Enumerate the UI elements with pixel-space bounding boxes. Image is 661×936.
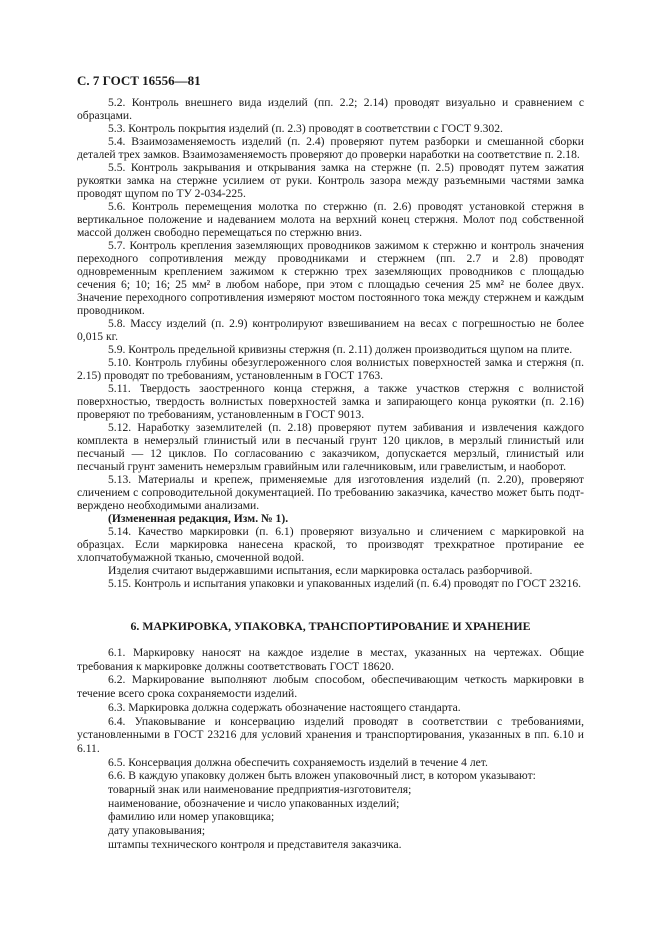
paragraph-6-3: 6.3. Маркировка должна содержать обозначение настоящего стандарта. [108,700,461,714]
paragraph-5-4: 5.4. Взаимозаменяемость изделий (п. 2.4) проверяют путем разборки и смешанной сборки деталей трех замков. Взаимозаменяемость проверяют до проверки наработки на соответствие п. 2.18. [77,135,584,161]
page-header: С. 7 ГОСТ 16556—81 [77,73,201,88]
paragraph-5-6: 5.6. Контроль перемещения молотка по стержню (п. 2.6) проводят установкой стержня в вертикальное положение и надеванием молота на верхний конец стержня. Молот под собственной массой должен свободно перемещаться по стержню вниз. [77,200,584,239]
paragraph-6-6: 6.6. В каждую упаковку должен быть вложен упаковочный лист, в котором указывают: [108,769,536,783]
paragraph-5-10: 5.10. Контроль глубины обезуглероженного слоя волнистых поверхностей замка и стержня (п. 2.15) проводят по требованиям, установленным в ГОСТ 1763. [77,356,584,382]
paragraph-6-5: 6.5. Консервация должна обеспечить сохраняемость изделий в течение 4 лет. [108,755,488,769]
paragraph-5-15: 5.15. Контроль и испытания упаковки и упакованных изделий (п. 6.4) проводят по ГОСТ 23216. [108,577,582,590]
paragraph-6-4: 6.4. Упаковывание и консервацию изделий проводят в соответствии с требованиями, установленными в ГОСТ 23216 для условий хранения и транспортирования, указанных в пп. 6.10 и 6.11. [77,714,584,755]
paragraph-5-12: 5.12. Наработку заземлителей (п. 2.18) проверяют путем забивания и извлечения каждого комплекта в немерзлый глинистый или в песчаный грунт 120 циклов, в мерзлый глинистый или песчаный — 12 циклов. По согласованию с заказчиком, допускается мерзлый, глинистый или песчаный грунт заменить немерзлым гравийным или галечниковым, или гравелистым, и наоборот. [77,421,584,473]
list-item: фамилию или номер упаковщика; [108,810,275,824]
list-item: товарный знак или наименование предприятия-изготовителя; [108,783,412,797]
paragraph-5-9: 5.9. Контроль предельной кривизны стержня (п. 2.11) должен производиться щупом на плите. [108,343,573,356]
list-item: штампы технического контроля и представителя заказчика. [108,837,402,851]
paragraph-5-2: 5.2. Контроль внешнего вида изделий (пп. 2.2; 2.14) проводят визуально и сравнением с образцами. [77,96,584,122]
paragraph-5-7: 5.7. Контроль крепления заземляющих проводников зажимом к стержню и контроль значения переходного сопротивления между проводниками и стержнем (пп. 2.7 и 2.8) проводят одновременным креплением зажимом к стержню трех заземляющих проводников с площадью сечения 6; 10; 16; 25 мм² в любом наборе, при этом с площадью сечения 25 мм² не более двух. Значение переходного сопротивления измеряют мостом постоянного тока между стержнем и каждым проводником. [77,239,584,317]
paragraph-5-14-note: Изделия считают выдержавшими испытания, если маркировка осталась разборчивой. [108,564,533,577]
paragraph-5-13: 5.13. Материалы и крепеж, применяемые для изготовления изделий (п. 2.20), проверяют сличением с сопроводительной документацией. По требованию заказчика, качество может быть подт- верждено необходимыми анализами. [77,473,584,512]
list-item: дату упаковывания; [108,824,206,838]
amendment-note: (Измененная редакция, Изм. № 1). [108,512,289,525]
section-6-heading: 6. МАРКИРОВКА, УПАКОВКА, ТРАНСПОРТИРОВАНИЕ И ХРАНЕНИЕ [130,619,531,633]
paragraph-5-3: 5.3. Контроль покрытия изделий (п. 2.3) проводят в соответствии с ГОСТ 9.302. [108,122,503,135]
section-5 [77,96,584,590]
list-item: наименование, обозначение и число упакованных изделий; [108,796,400,810]
paragraph-5-14: 5.14. Качество маркировки (п. 6.1) проверяют визуально и сличением с маркировкой на образцах. Если маркировка нанесена краской, то производят трехкратное протирание ее хлопчатобумажной тканью, смоченной водой. [77,525,584,564]
paragraph-5-11: 5.11. Твердость заостренного конца стержня, а также участков стержня с волнистой поверхностью, твердость волнистых поверхностей замка и запирающего конца рукоятки (п. 2.16) проверяют по требованиям, установленным в ГОСТ 9013. [77,382,584,421]
section-6 [77,618,584,852]
paragraph-5-5: 5.5. Контроль закрывания и открывания замка на стержне (п. 2.5) проводят путем зажатия рукоятки замка на стержне усилием от руки. Контроль зазора между разъемными частями замка проводят щупом по ТУ 2-034-225. [77,161,584,200]
paragraph-6-2: 6.2. Маркирование выполняют любым способом, обеспечивающим четкость маркировки в течение всего срока сохраняемости изделий. [77,673,584,701]
paragraph-6-1: 6.1. Маркировку наносят на каждое изделие в местах, указанных на чертежах. Общие требования к маркировке должны соответствовать ГОСТ 18620. [77,646,584,673]
paragraph-5-8: 5.8. Массу изделий (п. 2.9) контролируют взвешиванием на весах с погрешностью не более 0,015 кг. [77,317,584,343]
